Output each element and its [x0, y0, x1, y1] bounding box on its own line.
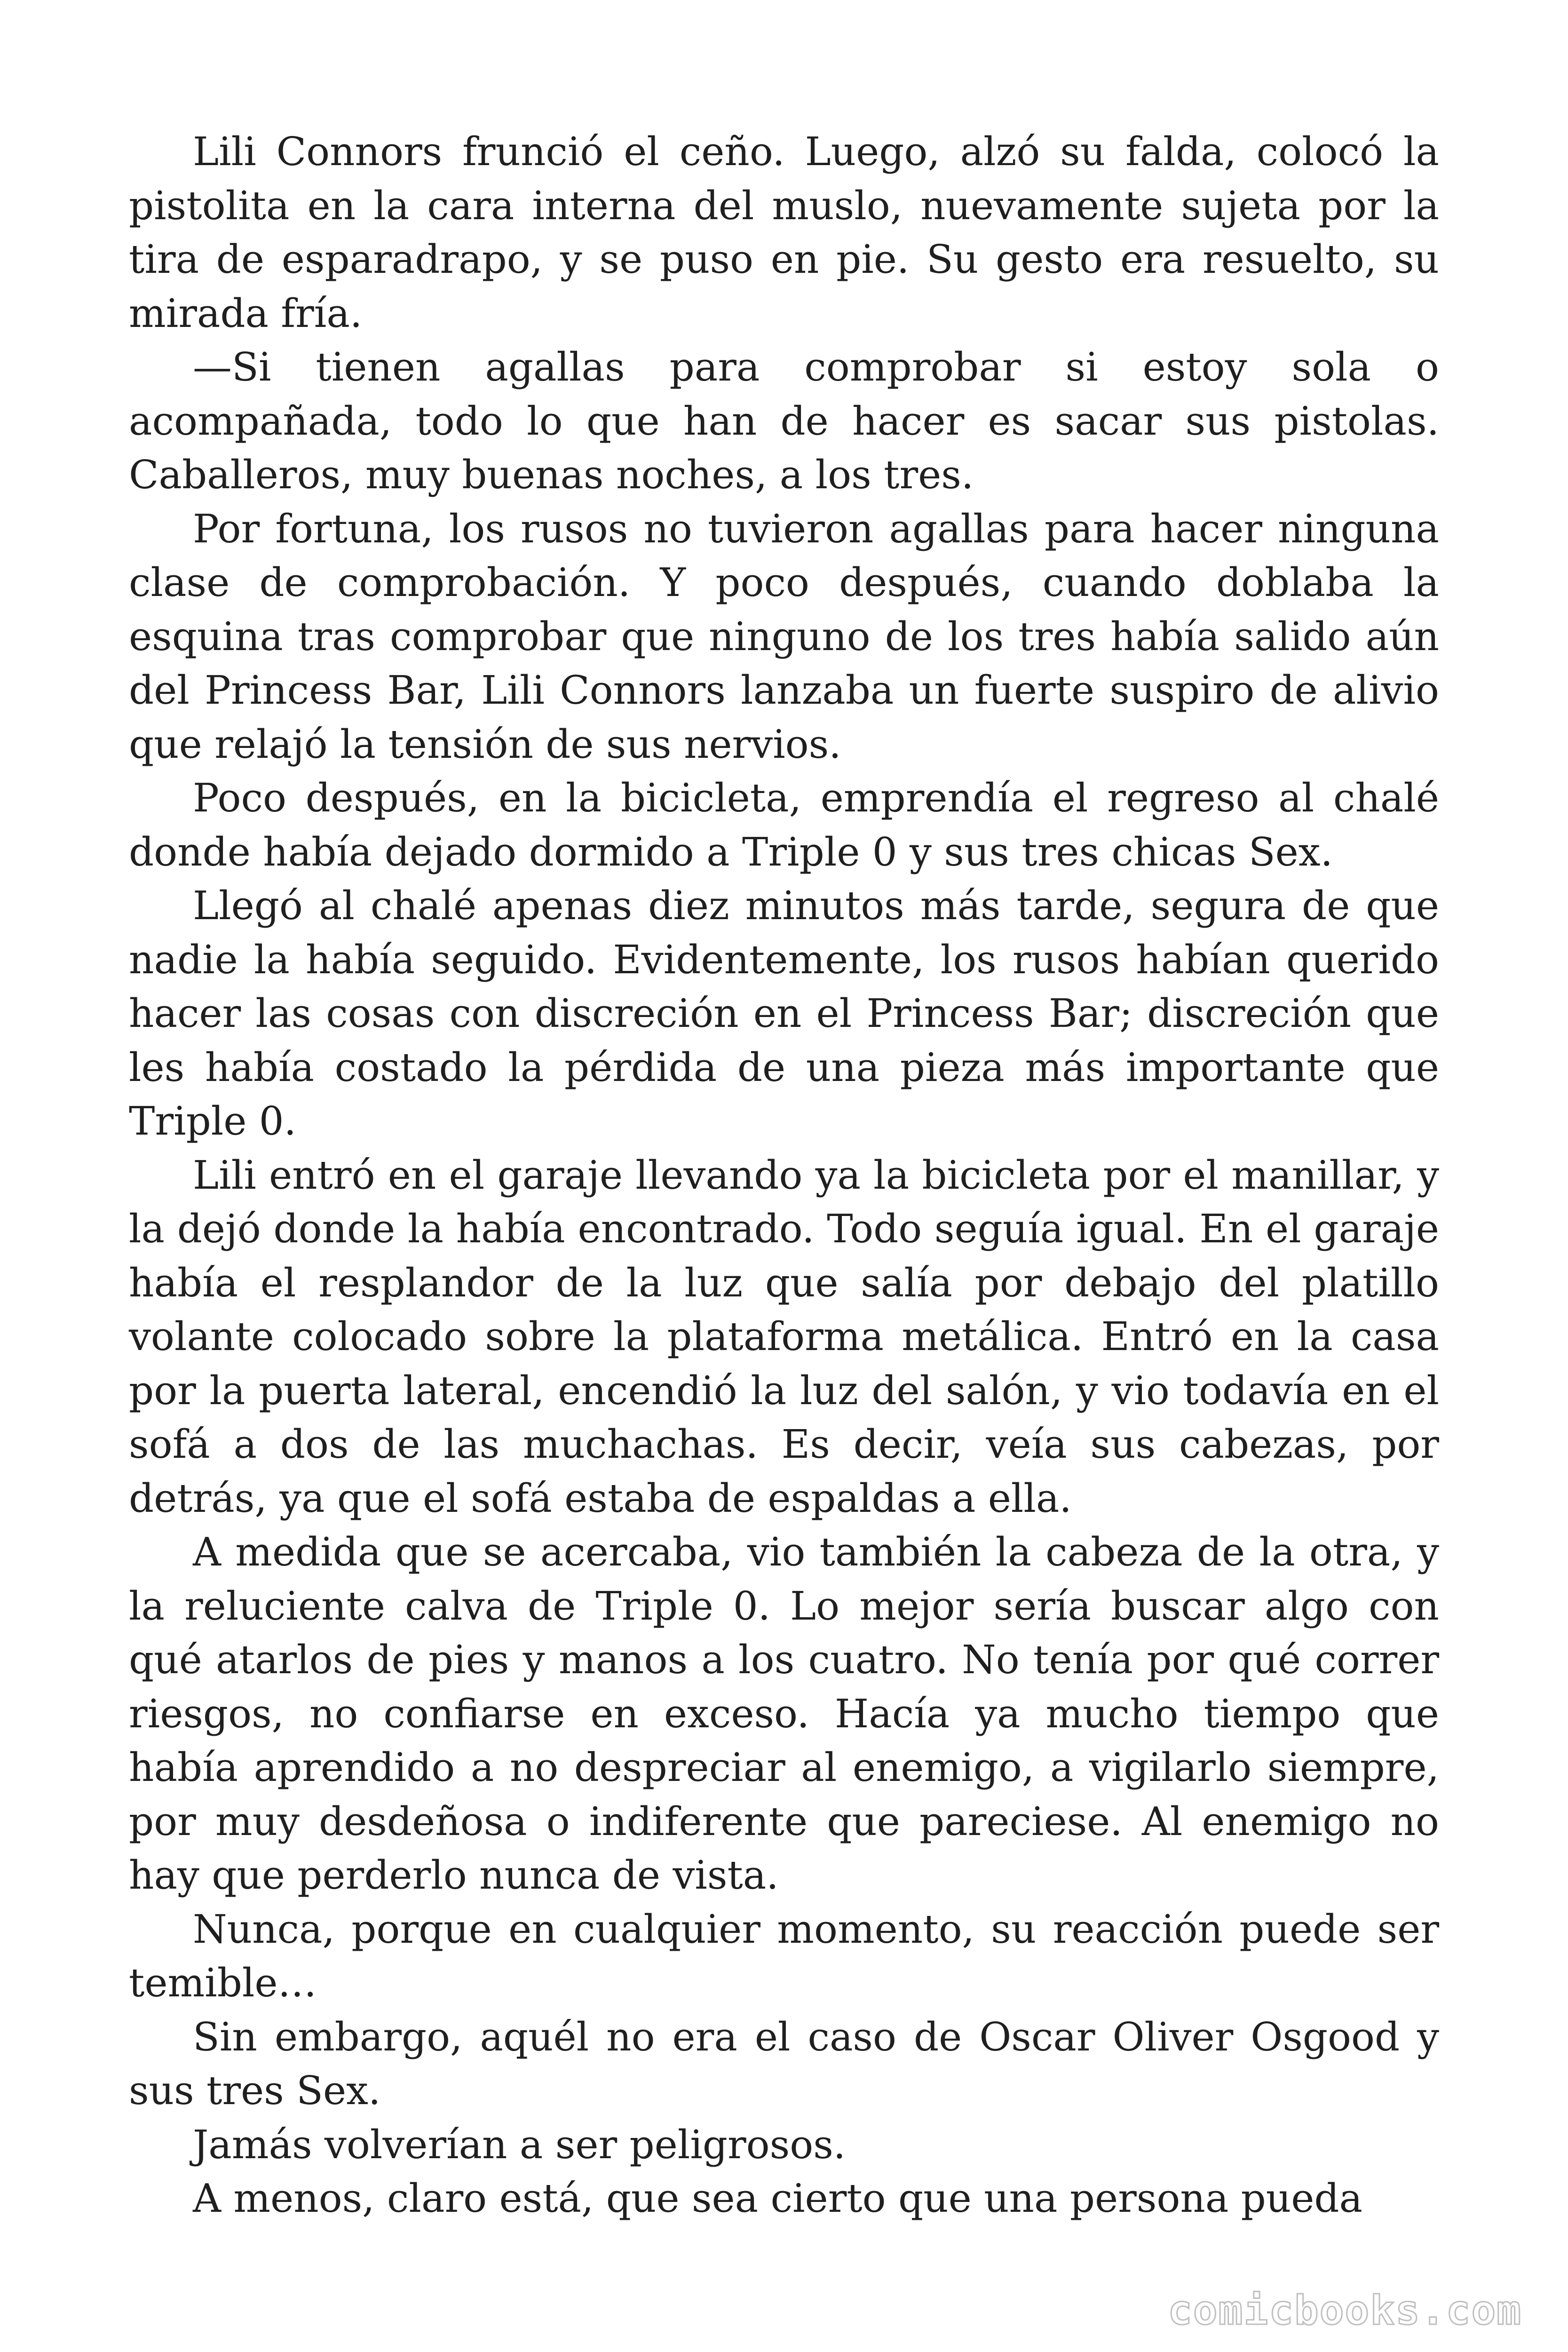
body-text — [129, 125, 1439, 2226]
paragraph: Lili entró en el garaje llevando ya la bicicleta por el manillar, y la dejó donde la había encontrado. Todo seguía igual. En el garaje había el resplandor de la luz que salía por debajo del platillo volante colocado sobre la plataforma metálica. Entró en la casa por la puerta lateral, encendió la luz del salón, y vio todavía en el sofá a dos de las muchachas. Es decir, veía sus cabezas, por detrás, ya que el sofá estaba de espaldas a ella. — [129, 1152, 1439, 1521]
paragraph: Sin embargo, aquél no era el caso de Oscar Oliver Osgood y sus tres Sex. — [129, 2014, 1439, 2114]
paragraph: A menos, claro está, que sea cierto que una persona pueda — [193, 2176, 1363, 2221]
watermark: comicbooks.com — [1168, 2287, 1522, 2334]
paragraph: Llegó al chalé apenas diez minutos más tarde, segura de que nadie la había seguido. Evidentemente, los rusos habían querido hacer las cosas con discreción en el Princess Bar; discreción que les había costado la pérdida de una pieza más importante que Triple 0. — [129, 883, 1439, 1144]
paragraph: Por fortuna, los rusos no tuvieron agallas para hacer ninguna clase de comprobación. Y poco después, cuando doblaba la esquina tras comprobar que ninguno de los tres había salido aún del Princess Bar, Lili Connors lanzaba un fuerte suspiro de alivio que relajó la tensión de sus nervios. — [129, 506, 1439, 767]
paragraph: Jamás volverían a ser peligrosos. — [193, 2122, 846, 2168]
paragraph: A medida que se acercaba, vio también la cabeza de la otra, y la reluciente calva de Triple 0. Lo mejor sería buscar algo con qué atarlos de pies y manos a los cuatro. No tenía por qué correr riesgos, no confiarse en exceso. Hacía ya mucho tiempo que había aprendido a no despreciar al enemigo, a vigilarlo siempre, por muy desdeñosa o indiferente que pareciese. Al enemigo no hay que perderlo nunca de vista. — [129, 1529, 1439, 1898]
paragraph: Lili Connors frunció el ceño. Luego, alzó su falda, colocó la pistolita en la cara interna del muslo, nuevamente sujeta por la tira de esparadrapo, y se puso en pie. Su gesto era resuelto, su mirada fría. — [129, 129, 1439, 336]
paragraph: Nunca, porque en cualquier momento, su reacción puede ser temible… — [129, 1906, 1439, 2006]
paragraph: Poco después, en la bicicleta, emprendía el regreso al chalé donde había dejado dormido a Triple 0 y sus tres chicas Sex. — [129, 775, 1439, 875]
paragraph: —Si tienen agallas para comprobar si estoy sola o acompañada, todo lo que han de hacer es sacar sus pistolas. Caballeros, muy buenas noches, a los tres. — [129, 344, 1439, 498]
